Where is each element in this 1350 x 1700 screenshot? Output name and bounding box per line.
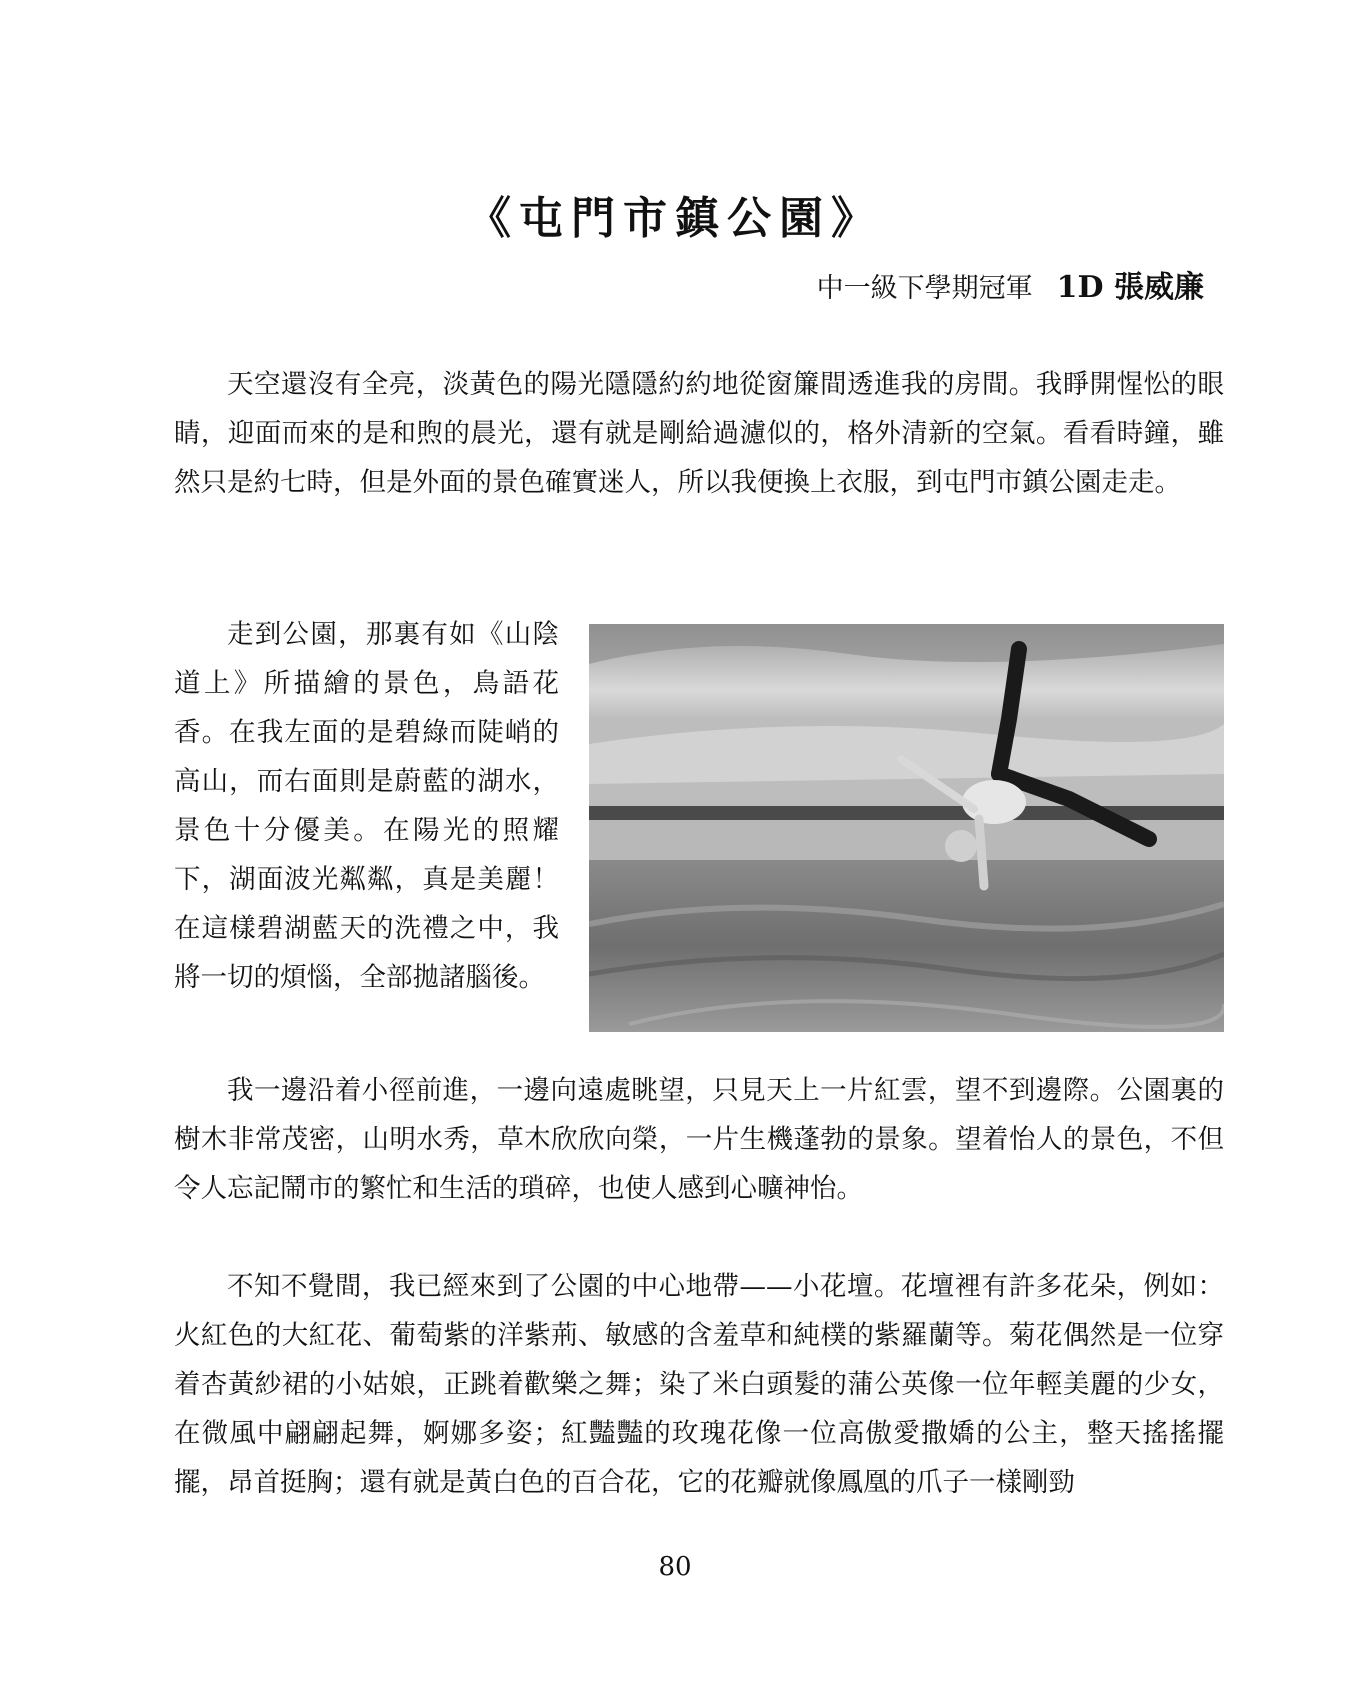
article-title: 《屯門市鎮公園》 xyxy=(467,193,883,244)
paragraph-1: 天空還沒有全亮，淡黃色的陽光隱隱約約地從窗簾間透進我的房間。我睜開惺忪的眼睛，迎面而來的是和煦的晨光，還有就是剛給過濾似的，格外清新的空氣。看看時鐘，雖然只是約七時，但是外面的景色確實迷人，所以我便換上衣服，到屯門市鎮公園走走。 xyxy=(174,369,1224,498)
paragraph-3: 我一邊沿着小徑前進，一邊向遠處眺望，只見天上一片紅雲，望不到邊際。公園裏的樹木非常茂密，山明水秀，草木欣欣向榮，一片生機蓬勃的景象。望着怡人的景色，不但令人忘記鬧市的繁忙和生活的瑣碎，也使人感到心曠神怡。 xyxy=(174,1075,1224,1204)
photo-illustration xyxy=(589,624,1224,1032)
paragraph-2: 走到公園，那裏有如《山陰道上》所描繪的景色，鳥語花香。在我左面的是碧綠而陡峭的高山，而右面則是蔚藍的湖水，景色十分優美。在陽光的照耀下，湖面波光粼粼，真是美麗！在這樣碧湖藍天的洗禮之中，我將一切的煩惱，全部拋諸腦後。 xyxy=(174,619,559,993)
cartwheel-beach-photo xyxy=(589,624,1224,1032)
page-number: 80 xyxy=(658,1552,692,1582)
paragraph-4: 不知不覺間，我已經來到了公園的中心地帶——小花壇。花壇裡有許多花朵，例如：火紅色的大紅花、葡萄紫的洋紫荊、敏感的含羞草和純樸的紫羅蘭等。菊花偶然是一位穿着杏黃紗裙的小姑娘，正跳着歡樂之舞；染了米白頭髮的蒲公英像一位年輕美麗的少女，在微風中翩翩起舞，婀娜多姿；紅豔豔的玫瑰花像一位高傲愛撒嬌的公主，整天搖搖擺擺，昂首挺胸；還有就是黃白色的百合花，它的花瓣就像鳳凰的爪子一樣剛勁 xyxy=(174,1271,1224,1498)
award-label: 中一級下學期冠軍 xyxy=(816,273,1033,304)
byline xyxy=(817,262,1204,306)
author-name: 1D 張威廉 xyxy=(1056,270,1204,305)
